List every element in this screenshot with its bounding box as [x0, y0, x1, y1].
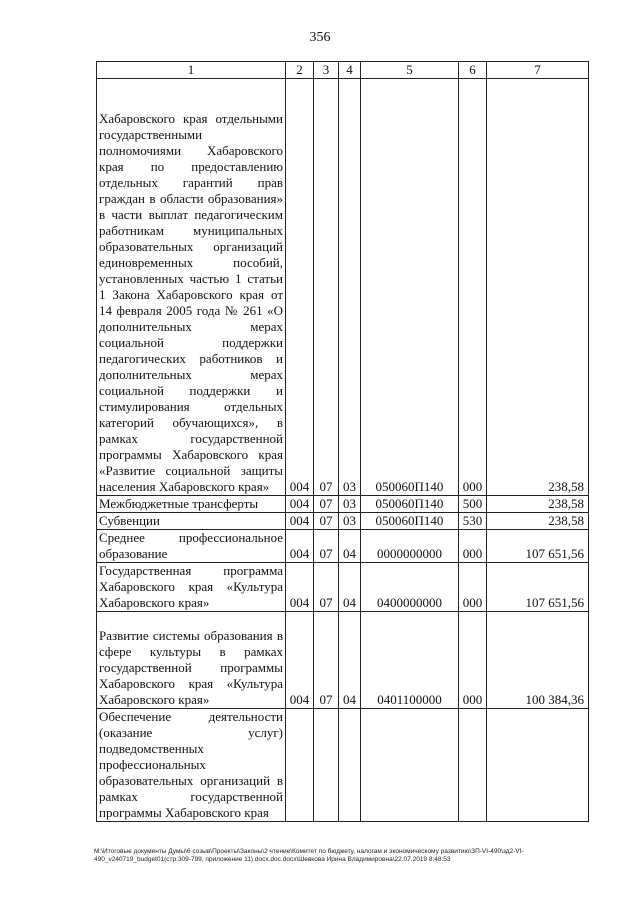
row-code-6: 000 [459, 612, 487, 709]
table-row [97, 709, 589, 822]
row-name: Субвенции [97, 513, 286, 530]
row-code-6: 000 [459, 530, 487, 563]
row-code-5: 0401100000 [361, 612, 459, 709]
row-code-5 [361, 709, 459, 822]
row-code-2 [286, 709, 314, 822]
footer-file-path: M:\Итоговые документы Думы\6 созыв\Проекты\Законы\2 чтение\Комитет по бюджету, налогам и экономическому развитию\ЗП-VI-490\зд2-VI-490_v240719_budget01(стр.309-799, приложение 11).docx.doc.docx\Шевкова Ирина Владимировна\22.07.2019 8:48:53 [94, 848, 524, 863]
row-code-3: 07 [314, 496, 339, 513]
row-code-4: 04 [339, 563, 361, 612]
row-name: Государственная программа Хабаровского края «Культура Хабаровского края» [97, 563, 286, 612]
row-code-6: 500 [459, 496, 487, 513]
row-amount: 107 651,56 [487, 563, 589, 612]
row-code-5: 050060П140 [361, 513, 459, 530]
row-name: Среднее профессиональное образование [97, 530, 286, 563]
row-code-4 [339, 709, 361, 822]
table-row [97, 496, 589, 513]
table-row [97, 79, 589, 496]
row-name: Межбюджетные трансферты [97, 496, 286, 513]
header-cell-1: 1 [97, 62, 286, 79]
row-code-2: 004 [286, 530, 314, 563]
page-number: 356 [309, 30, 331, 45]
row-amount: 100 384,36 [487, 612, 589, 709]
header-cell-6: 6 [459, 62, 487, 79]
row-code-5: 050060П140 [361, 79, 459, 496]
table-header-row [97, 62, 589, 79]
row-amount: 238,58 [487, 496, 589, 513]
row-code-4: 04 [339, 612, 361, 709]
row-amount: 107 651,56 [487, 530, 589, 563]
header-cell-4: 4 [339, 62, 361, 79]
row-name: Хабаровского края отдельными государственными полномочиями Хабаровского края по предоставлению отдельных гарантий прав граждан в области образования» в части выплат педагогическим работникам муниципальных образовательных организаций единовременных пособий, установленных частью 1 статьи 1 Закона Хабаровского края от 14 февраля 2005 года № 261 «О дополнительных мерах социальной поддержки педагогических работников и дополнительных мерах социальной поддержки и стимулирования отдельных категорий обучающихся», в рамках государственной программы Хабаровского края «Развитие социальной защиты населения Хабаровского края» [97, 79, 286, 496]
row-code-3: 07 [314, 513, 339, 530]
row-code-3: 07 [314, 612, 339, 709]
row-code-4: 03 [339, 79, 361, 496]
table-row [97, 563, 589, 612]
row-amount: 238,58 [487, 79, 589, 496]
row-code-2: 004 [286, 513, 314, 530]
row-code-3: 07 [314, 79, 339, 496]
header-cell-2: 2 [286, 62, 314, 79]
header-cell-5: 5 [361, 62, 459, 79]
table-row [97, 513, 589, 530]
row-code-5: 050060П140 [361, 496, 459, 513]
table-row [97, 530, 589, 563]
row-code-6: 000 [459, 79, 487, 496]
row-code-4: 03 [339, 496, 361, 513]
row-name: Обеспечение деятельности (оказание услуг) подведомственных профессиональных образовательных организаций в рамках государственной программы Хабаровского края [97, 709, 286, 822]
row-code-2: 004 [286, 563, 314, 612]
row-code-2: 004 [286, 496, 314, 513]
row-code-6 [459, 709, 487, 822]
row-amount [487, 709, 589, 822]
row-code-2: 004 [286, 79, 314, 496]
row-name: Развитие системы образования в сфере культуры в рамках государственной программы Хабаровского края «Культура Хабаровского края» [97, 612, 286, 709]
row-code-3: 07 [314, 563, 339, 612]
row-code-3: 07 [314, 530, 339, 563]
row-amount: 238,58 [487, 513, 589, 530]
header-cell-3: 3 [314, 62, 339, 79]
row-code-2: 004 [286, 612, 314, 709]
table-row [97, 612, 589, 709]
row-code-6: 000 [459, 563, 487, 612]
row-code-6: 530 [459, 513, 487, 530]
header-cell-7: 7 [487, 62, 589, 79]
row-code-3 [314, 709, 339, 822]
row-code-5: 0400000000 [361, 563, 459, 612]
row-code-4: 04 [339, 530, 361, 563]
row-code-4: 03 [339, 513, 361, 530]
budget-table [96, 61, 589, 822]
row-code-5: 0000000000 [361, 530, 459, 563]
